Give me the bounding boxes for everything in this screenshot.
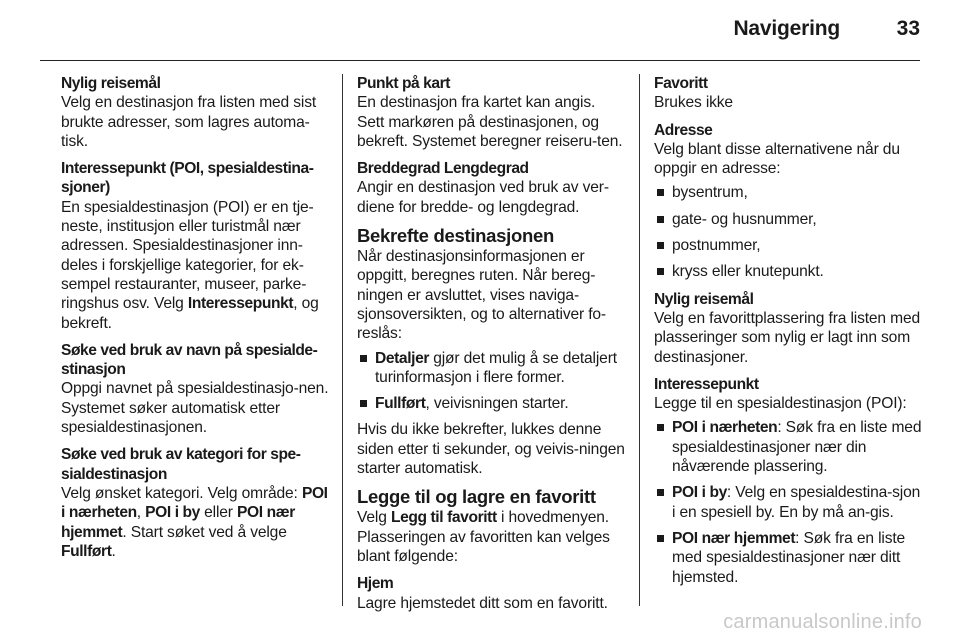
section-nylig-reisemal [61,74,329,151]
list-item: kryss eller knutepunkt. [654,262,924,281]
section-heading: Interessepunkt [654,375,759,393]
list-item [654,529,924,587]
text-run: : Velg en spesialdestina-sjon i en spesiell by. En by må an-gis. [672,484,921,521]
page-title: Navigering [733,17,840,40]
bold-term: Legg til favoritt [390,509,497,527]
text-run: En spesialdestinasjon (POI) er en tje-neste, institusjon eller turistmål nær adressen. Spesialdestinasjoner inn-deles i forskjellige kategorier, for ek-sempel restauranter, museer, parke-ringshus osv. Velg [61,198,314,313]
list-item: gate- og husnummer, [654,210,924,229]
text-run: , og bekreft. [61,295,319,332]
section-adresse [654,121,924,282]
list-item [357,349,625,388]
bold-term: Interessepunkt [187,295,294,313]
list-item [357,394,625,413]
column-3 [654,74,924,595]
section-heading: Interessepunkt (POI, spesialdestina-sjoner) [61,160,314,197]
list-item: bysentrum, [654,183,924,202]
bullet-list [654,183,924,281]
bold-term: POI nær hjemmet [61,504,295,541]
list-item: postnummer, [654,236,924,255]
text-run: eller [199,504,238,522]
page-number: 33 [896,17,920,40]
section-bekrefte [357,225,625,478]
text-run: : Søk fra en liste med spesialdestinasjoner nær ditt hjemsted. [672,529,906,586]
section-heading: Punkt på kart [357,75,450,92]
column-1 [61,74,329,569]
section-punkt-pa-kart [357,74,625,151]
section-soke-navn [61,341,329,437]
list-item [654,418,924,476]
section-heading: Søke ved bruk av kategori for spe-sialdestinasjon [61,446,301,483]
section-text: Velg en favorittplassering fra listen med plasseringer som nylig er lagt inn som destinasjoner. [654,309,921,366]
section-text [61,198,329,333]
bold-term: Fullført [375,395,426,413]
section-heading: Søke ved bruk av navn på spesialde-stinasjon [61,341,318,379]
section-hjem [357,574,625,613]
section-interessepunkt-fav [654,375,924,587]
text-run: : Søk fra en liste med spesialdestinasjoner nær din nåværende plassering. [672,419,922,476]
text-run: Velg [357,509,391,527]
section-interessepunkt [61,159,329,333]
column-divider-2 [639,74,640,606]
section-heading: Nylig reisemål [61,75,161,92]
bold-term: POI nær hjemmet [672,529,796,547]
section-heading: Adresse [654,121,713,139]
bullet-list [654,418,924,586]
bold-term: POI i nærheten [672,419,778,437]
text-run: gjør det mulig å se detaljert turinformasjon i flere former. [375,349,617,386]
section-text: Når destinasjonsinformasjonen er oppgitt, beregnes ruten. Når bereg-ningen er avsluttet, vises naviga-sjonsoversikten, og to alternativer fo-reslås: [357,248,606,343]
section-text [61,484,329,561]
bold-term: POI i by [672,484,727,502]
bold-term: POI i by [145,504,200,522]
page-header [0,0,960,56]
section-text [357,508,625,566]
text-run: . [111,542,116,560]
section-text: Legge til en spesialdestinasjon (POI): [654,395,907,413]
section-heading: Favoritt [654,75,708,92]
section-legge-til [357,486,625,566]
section-heading: Hjem [357,575,394,593]
section-heading: Nylig reisemål [654,290,754,308]
column-divider-1 [342,74,343,606]
section-soke-kategori [61,445,329,561]
bold-term: Detaljer [375,349,430,367]
section-heading-large: Legge til og lagre en favoritt [357,486,596,508]
section-text: Velg blant disse alternativene når du oppgir en adresse: [654,140,900,178]
text-run: i hovedmenyen. Plasseringen av favoritten kan velges blant følgende: [357,509,610,565]
section-text: Angir en destinasjon ved bruk av ver-diene for bredde- og lengdegrad. [357,179,609,216]
bullet-list [357,349,625,414]
column-2 [357,74,625,621]
bold-term: POI i nærheten [61,484,328,522]
section-text: Oppgi navnet på spesialdestinasjo-nen. Systemet søker automatisk etter spesialdestinasjonen. [61,380,329,437]
text-run: , [136,504,146,522]
section-nylig-reisemal-fav [654,290,924,367]
list-item [654,483,924,522]
section-text: Hvis du ikke bekrefter, lukkes denne siden etter ti sekunder, og veivis-ningen starter automatisk. [357,421,625,478]
bold-term: Fullført [61,542,112,560]
text-run: . Start søket ved å velge [122,523,287,541]
section-breddegrad [357,159,625,217]
section-text: Brukes ikke [654,94,733,112]
text-run: , veivisningen starter. [425,395,569,413]
section-heading-large: Bekrefte destinasjonen [357,225,554,247]
section-text: En destinasjon fra kartet kan angis. Sett markøren på destinasjonen, og bekreft. Systemet beregner reiseru-ten. [357,94,623,150]
section-favoritt [654,74,924,113]
section-text: Lagre hjemstedet ditt som en favoritt. [357,594,608,612]
section-heading: Breddegrad Lengdegrad [357,160,529,178]
header-divider [40,60,920,61]
watermark: carmanualsonline.info [723,611,922,633]
text-run: Velg ønsket kategori. Velg område: [61,484,302,502]
section-text: Velg en destinasjon fra listen med sist brukte adresser, som lagres automa-tisk. [61,94,317,150]
